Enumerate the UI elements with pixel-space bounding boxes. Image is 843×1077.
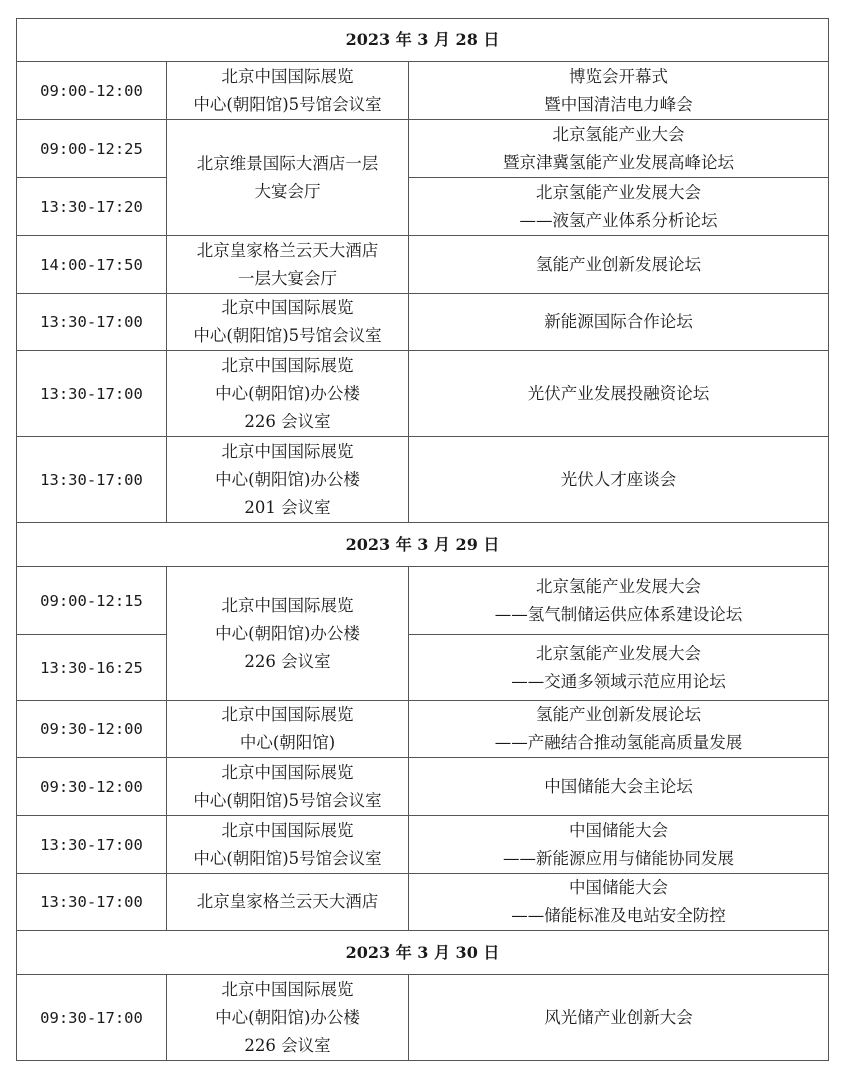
table-row <box>17 178 829 236</box>
event-cell: 中国储能大会 ——储能标准及电站安全防控 <box>409 874 829 931</box>
venue-cell: 北京中国国际展览 中心(朝阳馆)5号馆会议室 <box>167 62 409 120</box>
time-cell: 09:00-12:15 <box>17 567 167 635</box>
event-cell: 中国储能大会主论坛 <box>409 758 829 816</box>
time-cell: 09:30-12:00 <box>17 701 167 758</box>
event-cell: 北京氢能产业大会 暨京津冀氢能产业发展高峰论坛 <box>409 120 829 178</box>
time-cell: 13:30-17:20 <box>17 178 167 236</box>
date-header: 2023 年 3 月 28 日 <box>17 19 829 62</box>
time-cell: 09:00-12:25 <box>17 120 167 178</box>
table-row <box>17 120 829 178</box>
event-cell: 博览会开幕式 暨中国清洁电力峰会 <box>409 62 829 120</box>
table-row <box>17 816 829 874</box>
time-cell: 14:00-17:50 <box>17 236 167 294</box>
event-cell: 新能源国际合作论坛 <box>409 294 829 351</box>
time-cell: 13:30-16:25 <box>17 635 167 701</box>
venue-cell: 北京中国国际展览 中心(朝阳馆)办公楼 226 会议室 <box>167 975 409 1061</box>
time-cell: 13:30-17:00 <box>17 294 167 351</box>
venue-cell: 北京中国国际展览 中心(朝阳馆)办公楼 226 会议室 <box>167 567 409 701</box>
date-row <box>17 523 829 567</box>
venue-cell: 北京中国国际展览 中心(朝阳馆)5号馆会议室 <box>167 816 409 874</box>
table-row <box>17 975 829 1061</box>
time-cell: 09:30-12:00 <box>17 758 167 816</box>
table-row <box>17 294 829 351</box>
date-row <box>17 19 829 62</box>
time-cell: 13:30-17:00 <box>17 816 167 874</box>
event-cell: 氢能产业创新发展论坛 <box>409 236 829 294</box>
event-cell: 氢能产业创新发展论坛 ——产融结合推动氢能高质量发展 <box>409 701 829 758</box>
table-row <box>17 567 829 635</box>
table-row <box>17 758 829 816</box>
table-row <box>17 236 829 294</box>
event-cell: 光伏产业发展投融资论坛 <box>409 351 829 437</box>
event-cell: 北京氢能产业发展大会 ——交通多领域示范应用论坛 <box>409 635 829 701</box>
venue-cell: 北京中国国际展览 中心(朝阳馆)5号馆会议室 <box>167 758 409 816</box>
time-cell: 09:30-17:00 <box>17 975 167 1061</box>
date-header: 2023 年 3 月 30 日 <box>17 931 829 975</box>
venue-cell: 北京皇家格兰云天大酒店 <box>167 874 409 931</box>
venue-cell: 北京中国国际展览 中心(朝阳馆)5号馆会议室 <box>167 294 409 351</box>
venue-cell: 北京皇家格兰云天大酒店 一层大宴会厅 <box>167 236 409 294</box>
table-row <box>17 62 829 120</box>
venue-cell: 北京中国国际展览 中心(朝阳馆)办公楼 201 会议室 <box>167 437 409 523</box>
venue-cell: 北京中国国际展览 中心(朝阳馆) <box>167 701 409 758</box>
event-cell: 中国储能大会 ——新能源应用与储能协同发展 <box>409 816 829 874</box>
time-cell: 13:30-17:00 <box>17 351 167 437</box>
table-row <box>17 635 829 701</box>
table-row <box>17 874 829 931</box>
time-cell: 13:30-17:00 <box>17 437 167 523</box>
table-row <box>17 351 829 437</box>
date-header: 2023 年 3 月 29 日 <box>17 523 829 567</box>
venue-cell: 北京维景国际大酒店一层 大宴会厅 <box>167 120 409 236</box>
time-cell: 13:30-17:00 <box>17 874 167 931</box>
table-row <box>17 437 829 523</box>
time-cell: 09:00-12:00 <box>17 62 167 120</box>
date-row <box>17 931 829 975</box>
event-cell: 北京氢能产业发展大会 ——氢气制储运供应体系建设论坛 <box>409 567 829 635</box>
event-cell: 风光储产业创新大会 <box>409 975 829 1061</box>
schedule-table <box>16 18 829 1061</box>
table-row <box>17 701 829 758</box>
venue-cell: 北京中国国际展览 中心(朝阳馆)办公楼 226 会议室 <box>167 351 409 437</box>
event-cell: 北京氢能产业发展大会 ——液氢产业体系分析论坛 <box>409 178 829 236</box>
event-cell: 光伏人才座谈会 <box>409 437 829 523</box>
